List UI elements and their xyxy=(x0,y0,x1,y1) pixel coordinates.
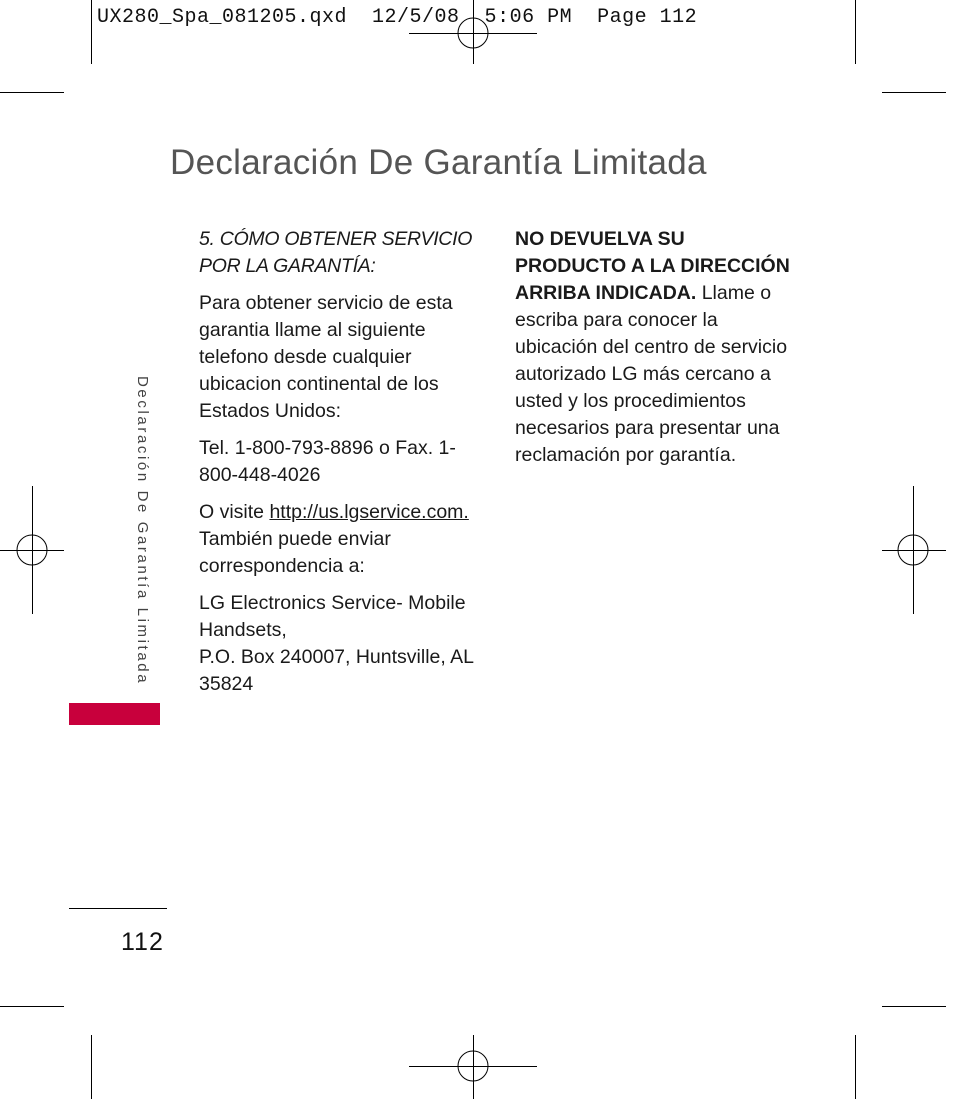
return-warning-body: Llame o escriba para conocer la ubicación del centro de servicio autorizado LG más cercano a usted y los procedimientos necesarios para presentar una reclamación por garantía. xyxy=(515,282,788,466)
right-column xyxy=(515,226,795,479)
crop-mark-bottom-right-horizontal xyxy=(882,1006,946,1007)
crop-mark-top-left-vertical xyxy=(91,0,92,64)
return-warning-bold: NO DEVUELVA SU PRODUCTO A LA DIRECCIÓN ARRIBA INDICADA. xyxy=(515,228,790,304)
left-column xyxy=(199,226,484,708)
section-heading-line2: POR LA GARANTÍA: xyxy=(199,255,376,277)
phone-fax-line xyxy=(199,435,484,489)
service-website-link[interactable]: http://us.lgservice.com. xyxy=(269,501,469,523)
crop-mark-top-left-horizontal xyxy=(0,92,64,93)
visit-suffix: También puede enviar correspondencia a: xyxy=(199,528,391,577)
page-number-rule xyxy=(69,908,167,909)
registration-target-bottom-icon xyxy=(456,1049,490,1083)
address-line-2: P.O. Box 240007, Huntsville, AL 35824 xyxy=(199,646,474,695)
visit-prefix: O visite xyxy=(199,501,270,523)
phone-line-1: Tel. 1-800-793-8896 o Fax. 1- xyxy=(199,437,456,459)
return-warning-paragraph xyxy=(515,226,795,469)
section-heading xyxy=(199,226,484,280)
registration-target-right-icon xyxy=(896,533,930,567)
mailing-address xyxy=(199,590,484,698)
phone-line-2: 800-448-4026 xyxy=(199,464,321,486)
section-heading-line1: 5. CÓMO OBTENER SERVICIO xyxy=(199,228,473,250)
crop-mark-bottom-left-horizontal xyxy=(0,1006,64,1007)
crop-mark-top-right-vertical xyxy=(855,0,856,64)
page-number: 112 xyxy=(121,928,164,956)
crop-mark-bottom-right-vertical xyxy=(855,1035,856,1099)
page-title: Declaración De Garantía Limitada xyxy=(170,143,707,182)
crop-mark-bottom-left-vertical xyxy=(91,1035,92,1099)
service-intro-paragraph: Para obtener servicio de esta garantia llame al siguiente telefono desde cualquier ubicacion continental de los Estados Unidos: xyxy=(199,292,453,422)
crop-mark-top-right-horizontal xyxy=(882,92,946,93)
section-color-tab xyxy=(69,703,160,725)
visit-paragraph xyxy=(199,499,484,580)
registration-target-left-icon xyxy=(15,533,49,567)
side-running-title: Declaración De Garantía Limitada xyxy=(134,376,151,686)
address-line-1: LG Electronics Service- Mobile Handsets, xyxy=(199,592,466,641)
print-slug-header: UX280_Spa_081205.qxd 12/5/08 5:06 PM Page 112 xyxy=(97,6,698,29)
